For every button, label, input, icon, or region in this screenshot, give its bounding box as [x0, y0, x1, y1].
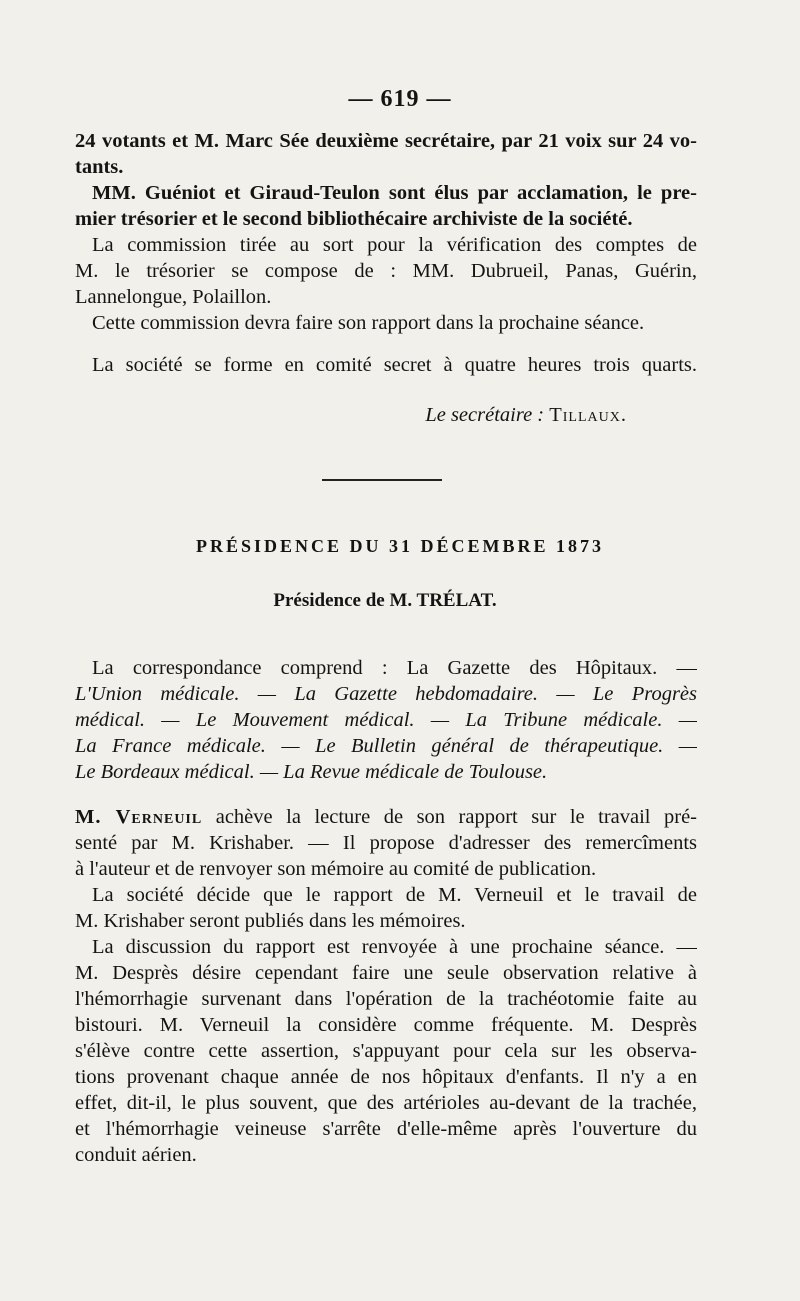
paragraph-decision	[75, 882, 697, 934]
session-heading: PRÉSIDENCE DU 31 DÉCEMBRE 1873	[195, 536, 605, 556]
text-span: achève la lecture de son rapport sur le travail pré-	[215, 806, 697, 828]
paragraph-election	[75, 180, 697, 232]
text-line: La discussion du rapport est renvoyée à une prochaine séance. —	[92, 936, 697, 958]
signature	[75, 402, 627, 428]
text-line: tants.	[75, 156, 124, 178]
text-line: La société décide que le rapport de M. Verneuil et le travail de	[92, 884, 697, 906]
text-line: l'hémorrhagie survenant dans l'opération de la trachéotomie faite au	[75, 988, 697, 1010]
page-number: — 619 —	[348, 86, 452, 112]
text-line: M. le trésorier se compose de : MM. Dubrueil, Panas, Guérin,	[75, 260, 697, 282]
speaker-name: M. Verneuil	[75, 806, 203, 828]
section-divider	[322, 479, 442, 481]
text-line: 24 votants et M. Marc Sée deuxième secrétaire, par 21 voix sur 24 vo-	[75, 130, 697, 152]
text-line	[75, 804, 697, 830]
president-heading: Présidence de M. TRÉLAT.	[273, 590, 497, 611]
text-line: L'Union médicale. — La Gazette hebdomadaire. — Le Progrès	[75, 683, 697, 705]
text-line: senté par M. Krishaber. — Il propose d'adresser des remercîments	[75, 832, 697, 854]
text-line: Cette commission devra faire son rapport dans la prochaine séance.	[92, 312, 645, 334]
text-line: Lannelongue, Polaillon.	[75, 286, 272, 308]
text-line: mier trésorier et le second bibliothécaire archiviste de la société.	[75, 208, 633, 230]
text-line: La France médicale. — Le Bulletin général de thérapeutique. —	[75, 735, 697, 757]
paragraph-votes	[75, 128, 697, 180]
text-line: conduit aérien.	[75, 1144, 197, 1166]
text-line: bistouri. M. Verneuil la considère comme fréquente. M. Desprès	[75, 1014, 697, 1036]
text-line: et l'hémorrhagie veineuse s'arrête d'elle-même après l'ouverture du	[75, 1118, 697, 1140]
paragraph-correspondence	[75, 655, 697, 785]
paragraph-report	[75, 310, 697, 336]
text-line: à l'auteur et de renvoyer son mémoire au comité de publication.	[75, 858, 597, 880]
text-line: effet, dit-il, le plus souvent, que des artérioles au-devant de la trachée,	[75, 1092, 697, 1114]
text-line: M. Desprès désire cependant faire une seule observation relative à	[75, 962, 697, 984]
text-line: médical. — Le Mouvement médical. — La Tribune médicale. —	[75, 709, 697, 731]
signature-label: Le secrétaire :	[425, 404, 545, 426]
paragraph-secret-committee	[75, 352, 697, 378]
text-line: Le Bordeaux médical. — La Revue médicale de Toulouse.	[75, 761, 548, 783]
text-line: MM. Guéniot et Giraud-Teulon sont élus par acclamation, le pre-	[92, 182, 697, 204]
text-line: La commission tirée au sort pour la vérification des comptes de	[92, 234, 697, 256]
paragraph-verneuil-report	[75, 804, 697, 882]
signature-name: Tillaux.	[549, 404, 627, 426]
text-line: La société se forme en comité secret à quatre heures trois quarts.	[92, 354, 697, 376]
paragraph-commission	[75, 232, 697, 310]
text-line: tions provenant chaque année de nos hôpitaux d'enfants. Il n'y a en	[75, 1066, 697, 1088]
text-line: M. Krishaber seront publiés dans les mémoires.	[75, 910, 466, 932]
text-line: s'élève contre cette assertion, s'appuyant pour cela sur les observa-	[75, 1040, 697, 1062]
paragraph-discussion	[75, 934, 697, 1168]
text-line: La correspondance comprend : La Gazette des Hôpitaux. —	[92, 657, 697, 679]
